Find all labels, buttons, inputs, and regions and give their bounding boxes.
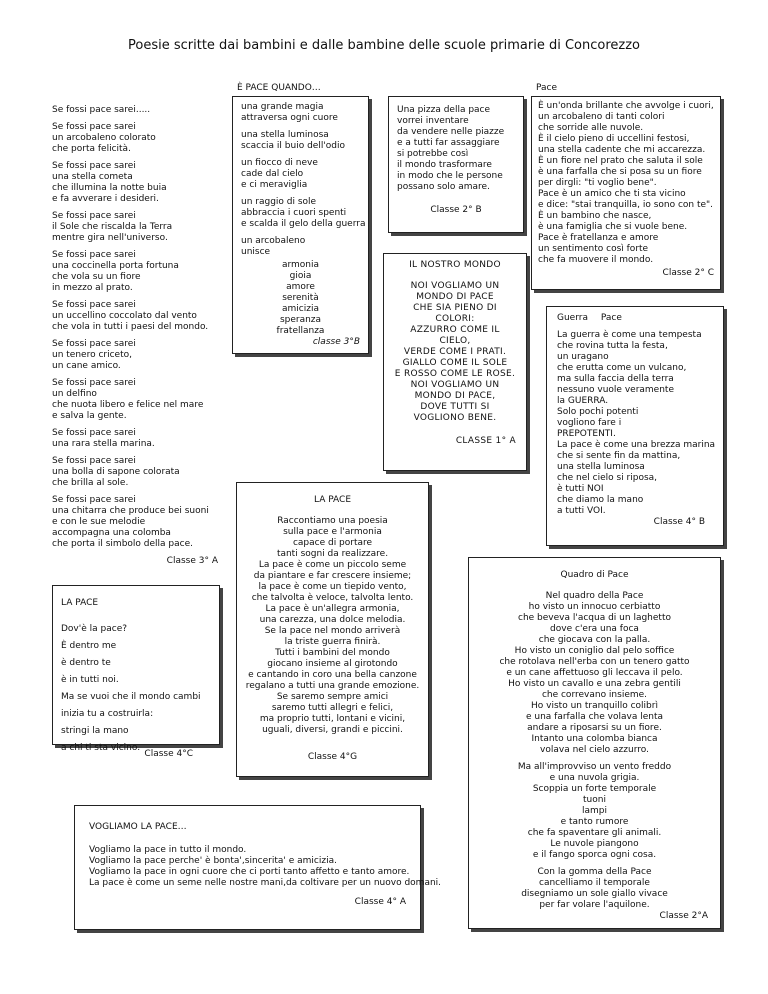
poem-line: e una farfalla che volava lenta [525, 712, 663, 722]
poem-line: è una famiglia che si vuole bene. [538, 222, 688, 232]
poem-line: la triste guerra finirà. [284, 637, 381, 647]
poem-lines [473, 867, 716, 911]
poem-line: Solo pochi potenti [557, 407, 639, 417]
poem-line: il Sole che riscalda la Terra [52, 222, 173, 232]
poem-pizza [388, 96, 524, 233]
poem-line: che beveva l'acqua di un laghetto [518, 613, 671, 623]
poem-line: Ho visto un tranquillo colibrì [531, 701, 658, 711]
poem-stanza [52, 122, 222, 155]
poem-lines [89, 845, 442, 889]
poem-line: cancelliamo il temporale [539, 878, 650, 888]
poem-line: che porta felicità. [52, 144, 131, 154]
poem-line: unisce [241, 247, 271, 257]
poem-line: e tanto rumore [560, 817, 629, 827]
poem-stanza [52, 300, 222, 333]
poem-line: La pace è come un seme nelle nostre mani,da coltivare per un nuovo domani. [89, 878, 442, 888]
poem-line: ma proprio tutti, lontani e vicini, [259, 714, 406, 724]
poem-line: inizia tu a costruirla: [61, 709, 154, 719]
poem-line: stringi la mano [61, 726, 129, 736]
poem-line: Con la gomma della Pace [537, 867, 652, 877]
class-label: classe 3°B [312, 337, 360, 347]
poem-line: CIELO, [439, 336, 471, 346]
class-label: Classe 4° B [653, 517, 705, 527]
poem-line: e dice: "stai tranquilla, io sono con te". [538, 200, 714, 210]
poem-line: la GUERRA. [557, 396, 609, 406]
poem-stanza [52, 378, 222, 422]
poem-line: che erutta come un vulcano, [557, 363, 687, 373]
poem-line: che nel cielo si riposa, [557, 473, 658, 483]
poem-line: MONDO DI PACE [416, 292, 494, 302]
box-title: IL NOSTRO MONDO [409, 260, 501, 270]
poem-lines [61, 621, 211, 757]
title-pace: Pace [600, 313, 622, 323]
poem-line: Vogliamo la pace in ogni cuore che ci porti tanto affetto e tanto amore. [89, 867, 410, 877]
poem-line: una rara stella marina. [52, 439, 155, 449]
poem-line: che illumina la notte buia [52, 183, 167, 193]
poem-line: possano solo amare. [397, 182, 490, 192]
poem-line: dove c'era una foca [550, 624, 639, 634]
poem-line: mentre gira nell'universo. [52, 233, 168, 243]
poem-line: cade dal cielo [241, 169, 304, 179]
poem-line: e ci meraviglia [241, 180, 308, 190]
poem-line: abbraccia i cuori spenti [241, 208, 347, 218]
poem-line: Vogliamo la pace perche' è bonta',sincerita' e amicizia. [89, 856, 337, 866]
poem-line: che rotolava nell'erba con un tenero gatto [499, 657, 690, 667]
poem-line: e scalda il gelo della guerra [241, 219, 366, 229]
poem-nostro-mondo [383, 253, 527, 471]
poem-line: una stella luminosa [557, 462, 645, 472]
poem-line: Ma all'improvviso un vento freddo [517, 762, 672, 772]
poem-line: un uragano [557, 352, 609, 362]
poem-line: regalano a tutti una grande emozione. [245, 681, 420, 691]
poem-line: un tenero criceto, [52, 350, 132, 360]
poem-line: ho visto un innocuo cerbiatto [528, 602, 661, 612]
poem-line: che correvano insieme. [541, 690, 648, 700]
poem-line: Se fossi pace sarei [52, 300, 136, 310]
class-label: Classe 4°C [144, 749, 193, 759]
poem-line: un sentimento così forte [538, 244, 649, 254]
poem-heading: Se fossi pace sarei..... [52, 105, 151, 115]
poem-la-pace-small [52, 585, 220, 759]
poem-line: Ho visto un coniglio dal pelo soffice [514, 646, 675, 656]
poem-line: una bolla di sapone colorata [52, 467, 180, 477]
poem-line: lampi [582, 806, 607, 816]
poem-line: NOI VOGLIAMO UN [410, 380, 500, 390]
poem-line: È un bambino che nasce, [538, 211, 652, 221]
poem-line: Le nuvole piangono [550, 839, 639, 849]
poem-line: che talvolta è veloce, talvolta lento. [251, 593, 414, 603]
poem-line: CHE SIA PIENO DI [413, 303, 497, 313]
poem-line: capace di portare [292, 538, 373, 548]
poem-lines [397, 105, 515, 193]
poem-line: VERDE COME I PRATI. [403, 347, 507, 357]
poem-stanza [52, 428, 222, 450]
poem-line: E ROSSO COME LE ROSE. [394, 369, 516, 379]
poem-line: fratellanza [276, 326, 325, 336]
poem-stanza [52, 339, 222, 372]
poem-line: Ho visto un cavallo e una zebra gentili [508, 679, 681, 689]
poem-stanza [241, 197, 366, 230]
poem-line: Se fossi pace sarei [52, 211, 136, 221]
poem-line: vorrei inventare [397, 116, 469, 126]
poem-line: in modo che le persone [397, 171, 503, 181]
poem-line: AZZURRO COME IL [410, 325, 500, 335]
poem-stanza [241, 158, 360, 191]
class-label: Classe 2°A [659, 911, 708, 921]
poem-stanza [52, 161, 222, 205]
poem-line: e il fango sporca ogni cosa. [532, 850, 657, 860]
poem-line: e cantando in coro una bella canzone [248, 670, 417, 680]
poem-line: che brilla al sole. [52, 478, 129, 488]
poem-line: è tutti NOI [557, 484, 604, 494]
poem-line: Dov'è la pace? [61, 624, 128, 634]
poem-line: attraversa ogni cuore [241, 113, 338, 123]
poem-line: PREPOTENTI. [557, 429, 616, 439]
poem-lines [241, 516, 424, 736]
poem-line: a tutti VOI. [557, 506, 606, 516]
box-title: Pace [536, 83, 558, 93]
poem-line: Vogliamo la pace in tutto il mondo. [89, 845, 247, 855]
poem-line: ma sulla faccia della terra [557, 374, 674, 384]
poem-line: sulla pace e l'armonia [283, 527, 382, 537]
poem-lines [538, 101, 714, 266]
poem-se-fossi-pace [52, 105, 222, 567]
poem-line: è dentro te [61, 658, 111, 668]
poem-pace-quando [232, 96, 369, 354]
poem-line: È un'onda brillante che avvolge i cuori, [538, 101, 714, 111]
poem-line: La pace è come una brezza marina [557, 440, 716, 450]
poem-line: Pace è un amico che ti sta vicino [538, 189, 686, 199]
poem-line: È un fiore nel prato che saluta il sole [538, 156, 703, 166]
poem-vogliamo-la-pace [74, 805, 442, 930]
poem-stanza [241, 130, 360, 152]
poem-line: GIALLO COME IL SOLE [402, 358, 508, 368]
poem-line: che nuota libero e felice nel mare [52, 400, 204, 410]
poem-line: che porta il simbolo della pace. [52, 539, 193, 549]
poem-line: saremo tutti allegri e felici, [271, 703, 394, 713]
poem-line: giocano insieme al girotondo [267, 659, 398, 669]
poem-line: tanti sogni da realizzare. [276, 549, 389, 559]
poem-line: il mondo trasformare [397, 160, 492, 170]
poem-line: da piantare e far crescere insieme; [253, 571, 412, 581]
poem-line: Se fossi pace sarei [52, 122, 136, 132]
poem-line: Raccontiamo una poesia [277, 516, 388, 526]
poem-lines [388, 281, 522, 424]
poem-line: Se fossi pace sarei [52, 428, 136, 438]
poem-line: e salva la gente. [52, 411, 127, 421]
poem-lines [473, 591, 716, 756]
poem-line: una stella cometa [52, 172, 133, 182]
poem-line: in mezzo al prato. [52, 283, 133, 293]
poem-la-pace-big [236, 482, 429, 777]
poem-line: una chitarra che produce bei suoni [52, 506, 209, 516]
poem-line: Ma se vuoi che il mondo cambi [61, 692, 201, 702]
poem-line: un delfino [52, 389, 97, 399]
poem-line: una stella cadente che mi accarezza. [538, 145, 706, 155]
class-label: Classe 2° C [662, 268, 714, 278]
box-title: È PACE QUANDO… [237, 83, 321, 93]
poem-line: Pace è fratellanza e amore [538, 233, 659, 243]
poem-line: un arcobaleno di tanti colori [538, 112, 665, 122]
poem-line: La guerra è come una tempesta [557, 330, 702, 340]
poem-line: una carezza, una dolce melodia. [259, 615, 406, 625]
page-title: Poesie scritte dai bambini e dalle bambine delle scuole primarie di Concorezzo [128, 38, 640, 53]
poem-line: una coccinella porta fortuna [52, 261, 179, 271]
poem-line: È il cielo pieno di uccellini festosi, [538, 134, 690, 144]
poem-line: la pace è come un tiepido vento, [258, 582, 407, 592]
poem-line: e con le sue melodie [52, 517, 146, 527]
poem-line: e a tutti far assaggiare [397, 138, 500, 148]
poem-line: disegniamo un sole giallo vivace [521, 889, 668, 899]
poem-line: nessuno vuole veramente [557, 385, 674, 395]
class-label: Classe 4° A [354, 897, 406, 907]
class-label: Classe 3° A [166, 556, 218, 566]
poem-line: Se fossi pace sarei [52, 378, 136, 388]
poem-line: Se fossi pace sarei [52, 456, 136, 466]
box-title: Quadro di Pace [560, 570, 629, 580]
poem-line: e un cane affettuoso gli leccava il pelo. [506, 668, 683, 678]
poem-line: Se fossi pace sarei [52, 339, 136, 349]
class-label: Classe 2° B [430, 205, 482, 215]
poem-line: COLORI: [435, 314, 475, 324]
poem-line: La pace è un'allegra armonia, [265, 604, 400, 614]
poem-line: Una pizza della pace [397, 105, 491, 115]
poem-stanza [52, 456, 222, 489]
poem-line: che sorride alle nuvole. [538, 123, 644, 133]
poem-line: amicizia [282, 304, 319, 314]
poem-line: speranza [279, 315, 322, 325]
poem-line: che fa muovere il mondo. [538, 255, 654, 265]
poem-lines [557, 330, 716, 517]
poem-stanza [52, 211, 222, 244]
poem-line: che diamo la mano [557, 495, 644, 505]
poem-line: Nel quadro della Pace [545, 591, 644, 601]
poem-line: un raggio di sole [241, 197, 317, 207]
poem-stanzas [52, 122, 222, 550]
poem-line: Se fossi pace sarei [52, 495, 136, 505]
poem-line: e fa avverare i desideri. [52, 194, 159, 204]
poem-line: che giocava con la palla. [538, 635, 651, 645]
poem-line: che rovina tutta la festa, [557, 341, 668, 351]
poem-line: Intanto una colomba bianca [531, 734, 658, 744]
class-label: CLASSE 1° A [455, 436, 516, 446]
poem-line: è una farfalla che si posa su un fiore [538, 167, 702, 177]
poem-line: Se fossi pace sarei [52, 161, 136, 171]
poem-line: MONDO DI PACE, [414, 391, 496, 401]
poem-line: Se la pace nel mondo arriverà [264, 626, 401, 636]
poem-line: che vola su un fiore [52, 272, 141, 282]
poem-line: volava nel cielo azzurro. [540, 745, 649, 755]
box-title [557, 313, 713, 324]
poem-words [241, 260, 360, 337]
poem-lines [473, 762, 716, 861]
poem-stanza [52, 495, 222, 550]
poem-line: VOGLIONO BENE. [413, 413, 497, 423]
poem-line: che vola in tutti i paesi del mondo. [52, 322, 209, 332]
poem-line: vogliono fare i [557, 418, 622, 428]
title-guerra: Guerra [557, 313, 588, 323]
poem-line: per far volare l'aquilone. [539, 900, 650, 910]
poem-line: Se fossi pace sarei [52, 250, 136, 260]
poem-line: e una nuvola grigia. [549, 773, 640, 783]
poem-stanzas [241, 102, 366, 258]
poem-line: Scoppia un forte temporale [532, 784, 657, 794]
poem-quadro-di-pace [468, 557, 721, 929]
box-title: VOGLIAMO LA PACE… [89, 822, 187, 832]
box-title: LA PACE [61, 598, 99, 608]
poem-line: Se saremo sempre amici [276, 692, 389, 702]
poem-line: un arcobaleno [241, 236, 306, 246]
poem-line: un cane amico. [52, 361, 121, 371]
poem-pace [531, 96, 721, 290]
poem-line: che si sente fin da mattina, [557, 451, 681, 461]
poem-line: uguali, diversi, grandi e piccini. [262, 725, 403, 735]
poem-stanza [241, 236, 360, 258]
poem-line: armonia [281, 260, 320, 270]
poem-line: per dirgli: "ti voglio bene". [538, 178, 657, 188]
box-title: LA PACE [313, 495, 352, 505]
poem-line: gioia [289, 271, 312, 281]
poem-line: una stella luminosa [241, 130, 329, 140]
poem-line: serenità [282, 293, 319, 303]
poem-line: È dentro me [61, 641, 117, 651]
poem-stanza [241, 102, 360, 124]
poem-line: un uccellino coccolato dal vento [52, 311, 197, 321]
poem-line: da vendere nelle piazze [397, 127, 505, 137]
poem-line: DOVE TUTTI SI [420, 402, 490, 412]
poem-line: amore [286, 282, 315, 292]
poem-line: accompagna una colomba [52, 528, 171, 538]
poem-line: NOI VOGLIAMO UN [410, 281, 500, 291]
poem-guerra-pace [546, 306, 724, 546]
poem-line: scaccia il buio dell'odio [241, 141, 346, 151]
poem-line: tuoni [583, 795, 606, 805]
poem-stanza [52, 250, 222, 294]
poem-line: un arcobaleno colorato [52, 133, 156, 143]
poem-line: si potrebbe così [397, 149, 469, 159]
poem-line: una grande magia [241, 102, 324, 112]
poem-line: che fa spaventare gli animali. [527, 828, 662, 838]
poem-line: è in tutti noi. [61, 675, 119, 685]
poem-line: un fiocco di neve [241, 158, 318, 168]
poem-line: a chi ti sta vicino. [61, 743, 141, 753]
poem-line: Tutti i bambini del mondo [275, 648, 390, 658]
poem-line: andare a riposarsi su un fiore. [527, 723, 662, 733]
class-label: Classe 4°G [307, 752, 358, 762]
poem-line: La pace è come un piccolo seme [258, 560, 407, 570]
